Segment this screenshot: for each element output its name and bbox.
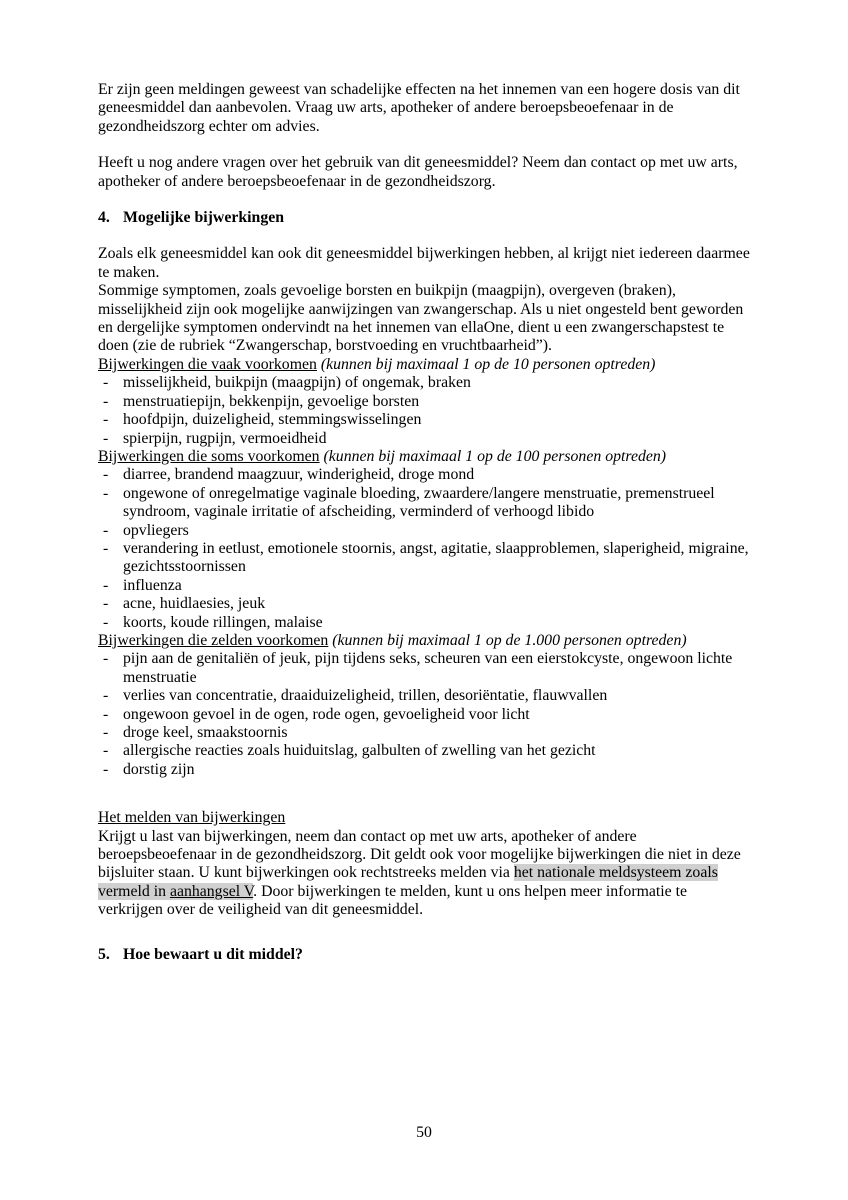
- list-item-text: pijn aan de genitaliën of jeuk, pijn tijdens seks, scheuren van een eierstokcyste, ongewoon lichte menstruatie: [123, 650, 733, 686]
- list-item: [98, 687, 750, 705]
- section-4-number: 4.: [98, 209, 110, 227]
- list-item-text: allergische reacties zoals huiduitslag, galbulten of zwelling van het gezicht: [123, 742, 596, 760]
- bullet-dash: -: [103, 687, 109, 705]
- uncommon-side-effects-heading-text: Bijwerkingen die soms voorkomen: [98, 447, 320, 465]
- common-side-effects-heading-text: Bijwerkingen die vaak voorkomen: [98, 355, 317, 373]
- common-side-effects-heading: [98, 356, 750, 374]
- common-side-effects-list: [98, 374, 750, 448]
- list-item-text: hoofdpijn, duizeligheid, stemmingswisselingen: [123, 411, 422, 429]
- reporting-section: [98, 809, 750, 919]
- section-4-heading: [98, 209, 750, 227]
- list-item-text: koorts, koude rillingen, malaise: [123, 613, 323, 631]
- section-4-title: Mogelijke bijwerkingen: [123, 209, 285, 227]
- rare-side-effects-heading-text: Bijwerkingen die zelden voorkomen: [98, 631, 329, 649]
- bullet-dash: -: [103, 742, 109, 760]
- list-item: [98, 742, 750, 760]
- list-item-text: ongewone of onregelmatige vaginale bloeding, zwaardere/langere menstruatie, premenstrueel syndroom, vaginale irritatie of afscheiding, verminderd of verhoogd libido: [123, 484, 715, 521]
- paragraph-questions: Heeft u nog andere vragen over het gebruik van dit geneesmiddel? Neem dan contact op met uw arts, apotheker of andere beroepsbeoefenaar in de gezondheidszorg.: [98, 154, 738, 190]
- rare-side-effects-list: [98, 650, 750, 779]
- section-4-intro-line2: Sommige symptomen, zoals gevoelige borsten en buikpijn (maagpijn), overgeven (braken), misselijkheid zijn ook mogelijke aanwijzingen van zwangerschap. Als u niet ongesteld bent geworden en dergelijke symptomen ondervindt na het innemen van ellaOne, dient u een zwangerschapstest te doen (zie de rubriek “Zwangerschap, borstvoeding en vruchtbaarheid”).: [98, 282, 744, 355]
- list-item: [98, 706, 750, 724]
- reporting-paragraph: [98, 828, 750, 920]
- bullet-dash: -: [103, 724, 109, 741]
- list-item-text: influenza: [123, 576, 182, 594]
- list-item: [98, 614, 750, 632]
- list-item: [98, 393, 750, 411]
- aanhangsel-v-link[interactable]: aanhangsel V: [169, 882, 254, 900]
- reporting-text-before: Krijgt u last van bijwerkingen, neem dan contact op met uw arts, apotheker of andere beroepsbeoefenaar in de gezondheidszorg. Dit geldt ook voor mogelijke bijwerkingen die niet in deze bijsluiter staan. U kunt bijwerkingen ook rechtstreeks melden via: [98, 827, 741, 882]
- reporting-text-after: . Door bijwerkingen te melden, kunt u ons helpen meer informatie te verkrijgen over de veiligheid van dit geneesmiddel.: [98, 882, 688, 919]
- bullet-dash: -: [103, 429, 109, 447]
- bullet-dash: -: [103, 539, 109, 557]
- list-item-text: opvliegers: [123, 521, 189, 539]
- rare-side-effects-heading: [98, 632, 750, 650]
- list-item: [98, 466, 750, 484]
- page-number: 50: [416, 1124, 432, 1141]
- bullet-dash: -: [103, 613, 109, 631]
- section-5-title: Hoe bewaart u dit middel?: [123, 945, 303, 963]
- bullet-dash: -: [103, 374, 109, 392]
- page-content: [98, 81, 750, 964]
- bullet-dash: -: [103, 650, 109, 668]
- bullet-dash: -: [103, 466, 109, 484]
- bullet-dash: -: [103, 484, 109, 502]
- list-item-text: diarree, brandend maagzuur, winderigheid, droge mond: [123, 466, 475, 484]
- list-item-text: verlies van concentratie, draaiduizeligheid, trillen, desoriëntatie, flauwvallen: [123, 687, 608, 705]
- reporting-highlight-text: het nationale meldsysteem zoals vermeld in: [98, 864, 718, 900]
- bullet-dash: -: [103, 521, 109, 539]
- list-item-text: misselijkheid, buikpijn (maagpijn) of ongemak, braken: [123, 374, 471, 392]
- uncommon-side-effects-qualifier: (kunnen bij maximaal 1 op de 100 personen optreden): [323, 447, 667, 465]
- reporting-heading: Het melden van bijwerkingen: [98, 809, 286, 827]
- list-item: [98, 374, 750, 392]
- list-item-text: verandering in eetlust, emotionele stoornis, angst, agitatie, slaapproblemen, slaperigheid, migraine, gezichtsstoornissen: [123, 539, 749, 576]
- list-item: [98, 485, 750, 522]
- section-4-intro-line1: Zoals elk geneesmiddel kan ook dit geneesmiddel bijwerkingen hebben, al krijgt niet iedereen daarmee te maken.: [98, 245, 750, 281]
- bullet-dash: -: [103, 576, 109, 594]
- list-item-text: ongewoon gevoel in de ogen, rode ogen, gevoeligheid voor licht: [123, 705, 530, 723]
- list-item-text: spierpijn, rugpijn, vermoeidheid: [123, 429, 327, 447]
- paragraph-overdose: Er zijn geen meldingen geweest van schadelijke effecten na het innemen van een hogere dosis van dit geneesmiddel dan aanbevolen. Vraag uw arts, apotheker of andere beroepsbeoefenaar in de gezondheidszorg echter om advies.: [98, 81, 740, 135]
- common-side-effects-qualifier: (kunnen bij maximaal 1 op de 10 personen optreden): [320, 355, 656, 373]
- rare-side-effects-qualifier: (kunnen bij maximaal 1 op de 1.000 personen optreden): [332, 631, 687, 649]
- list-item: [98, 761, 750, 779]
- bullet-dash: -: [103, 411, 109, 429]
- uncommon-side-effects-list: [98, 466, 750, 632]
- list-item: [98, 411, 750, 429]
- section-4-intro: [98, 245, 750, 355]
- list-item: [98, 577, 750, 595]
- list-item: [98, 430, 750, 448]
- list-item: [98, 724, 750, 742]
- bullet-dash: -: [103, 760, 109, 778]
- bullet-dash: -: [103, 392, 109, 410]
- uncommon-side-effects-heading: [98, 448, 750, 466]
- list-item-text: droge keel, smaakstoornis: [123, 724, 288, 741]
- section-5-heading: [98, 946, 750, 964]
- section-5-number: 5.: [98, 945, 110, 963]
- bullet-dash: -: [103, 595, 109, 613]
- list-item: [98, 540, 750, 577]
- bullet-dash: -: [103, 705, 109, 723]
- list-item: [98, 650, 750, 687]
- list-item-text: menstruatiepijn, bekkenpijn, gevoelige borsten: [123, 392, 420, 410]
- list-item: [98, 522, 750, 540]
- list-item-text: acne, huidlaesies, jeuk: [123, 595, 266, 613]
- list-item: [98, 595, 750, 613]
- list-item-text: dorstig zijn: [123, 760, 195, 778]
